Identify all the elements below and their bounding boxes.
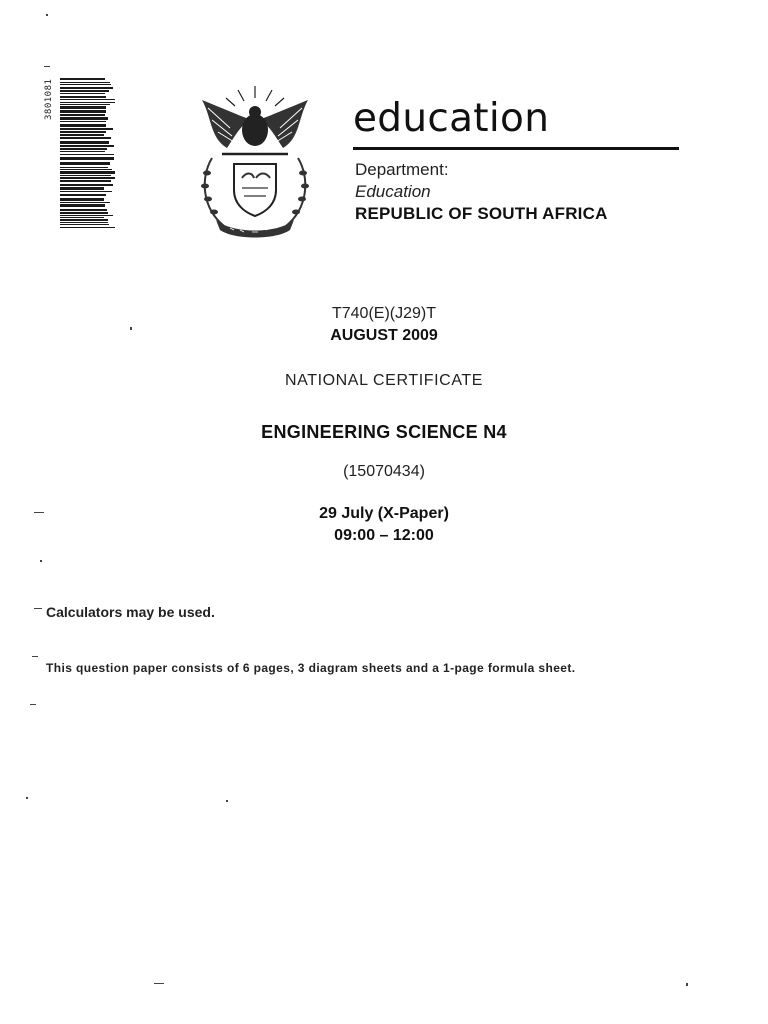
barcode-stripe: [60, 110, 106, 113]
scan-speck: [130, 327, 132, 330]
barcode-stripe: [60, 157, 114, 160]
barcode-stripe: [60, 215, 113, 216]
barcode-stripe: [60, 154, 114, 155]
barcode-stripe: [60, 121, 106, 122]
scan-speck: [34, 512, 44, 513]
barcode-stripe: [60, 137, 111, 139]
header-divider: [353, 147, 679, 150]
scan-speck: [40, 560, 42, 562]
instruction-calculators: Calculators may be used.: [46, 604, 215, 620]
barcode-stripe: [60, 134, 104, 136]
barcode-stripe: [60, 141, 109, 144]
barcode-stripe: [60, 128, 113, 130]
coat-of-arms-icon: [182, 78, 328, 240]
scan-speck: [26, 797, 28, 799]
barcode-stripe: [60, 145, 114, 147]
department-label: Department:: [355, 160, 449, 179]
barcode-icon: [60, 78, 116, 228]
barcode-stripe: [60, 222, 108, 223]
barcode-stripe: [60, 167, 108, 168]
barcode-stripe: [60, 90, 109, 92]
barcode-stripe: [60, 219, 108, 221]
barcode-stripe: [60, 184, 113, 186]
scan-speck: [44, 66, 50, 67]
instruction-pages: This question paper consists of 6 pages, 3 diagram sheets and a 1-page formula sheet.: [46, 661, 576, 675]
scan-speck: [32, 656, 38, 657]
barcode-stripe: [60, 194, 106, 196]
barcode-stripe: [60, 198, 104, 201]
barcode-stripe: [60, 162, 110, 165]
barcode-stripe: [60, 209, 107, 211]
barcode-stripe: [60, 169, 112, 170]
paper-month-year: AUGUST 2009: [330, 327, 438, 344]
barcode-stripe: [60, 82, 110, 83]
barcode-stripe: [60, 212, 108, 214]
barcode-stripe: [60, 204, 105, 207]
scan-speck: [34, 608, 42, 609]
barcode-stripe: [60, 217, 104, 218]
paper-code: T740(E)(J29)T: [331, 305, 437, 322]
barcode-stripe: [60, 180, 111, 182]
scan-speck: [226, 800, 228, 802]
barcode-stripe: [60, 104, 110, 105]
barcode-stripe: [60, 227, 115, 228]
barcode-stripe: [60, 177, 115, 179]
brand-word: education: [353, 96, 550, 141]
barcode-stripe: [60, 117, 108, 120]
barcode-stripe: [60, 99, 115, 100]
barcode-stripe: [60, 87, 113, 89]
subject-code: (15070434): [343, 463, 425, 480]
barcode-stripe: [60, 106, 106, 109]
barcode-stripe: [60, 175, 111, 176]
barcode-stripe: [60, 131, 106, 133]
barcode-stripe: [60, 102, 115, 103]
barcode-stripe: [60, 187, 104, 190]
barcode-number: 3801081: [44, 78, 54, 120]
barcode-stripe: [60, 124, 106, 127]
barcode-stripe: [60, 171, 115, 174]
exam-time: 09:00 – 12:00: [334, 527, 434, 544]
country-name: REPUBLIC OF SOUTH AFRICA: [355, 204, 608, 223]
barcode-stripe: [60, 84, 111, 85]
barcode-stripe: [60, 224, 109, 225]
barcode-stripe: [60, 202, 110, 203]
barcode-stripe: [60, 148, 107, 150]
scan-speck: [154, 983, 164, 984]
scan-speck: [30, 704, 36, 705]
barcode-stripe: [60, 114, 105, 116]
barcode-stripe: [60, 93, 105, 94]
department-name: Education: [355, 182, 431, 201]
barcode-stripe: [60, 96, 106, 98]
certificate-title: NATIONAL CERTIFICATE: [284, 372, 484, 389]
subject-title: ENGINEERING SCIENCE N4: [261, 422, 507, 442]
barcode-stripe: [60, 191, 112, 192]
exam-date: 29 July (X-Paper): [319, 505, 449, 522]
scan-speck: [46, 14, 48, 16]
barcode-stripe: [60, 151, 105, 152]
barcode-stripe: [60, 78, 105, 80]
scan-speck: [686, 983, 688, 986]
